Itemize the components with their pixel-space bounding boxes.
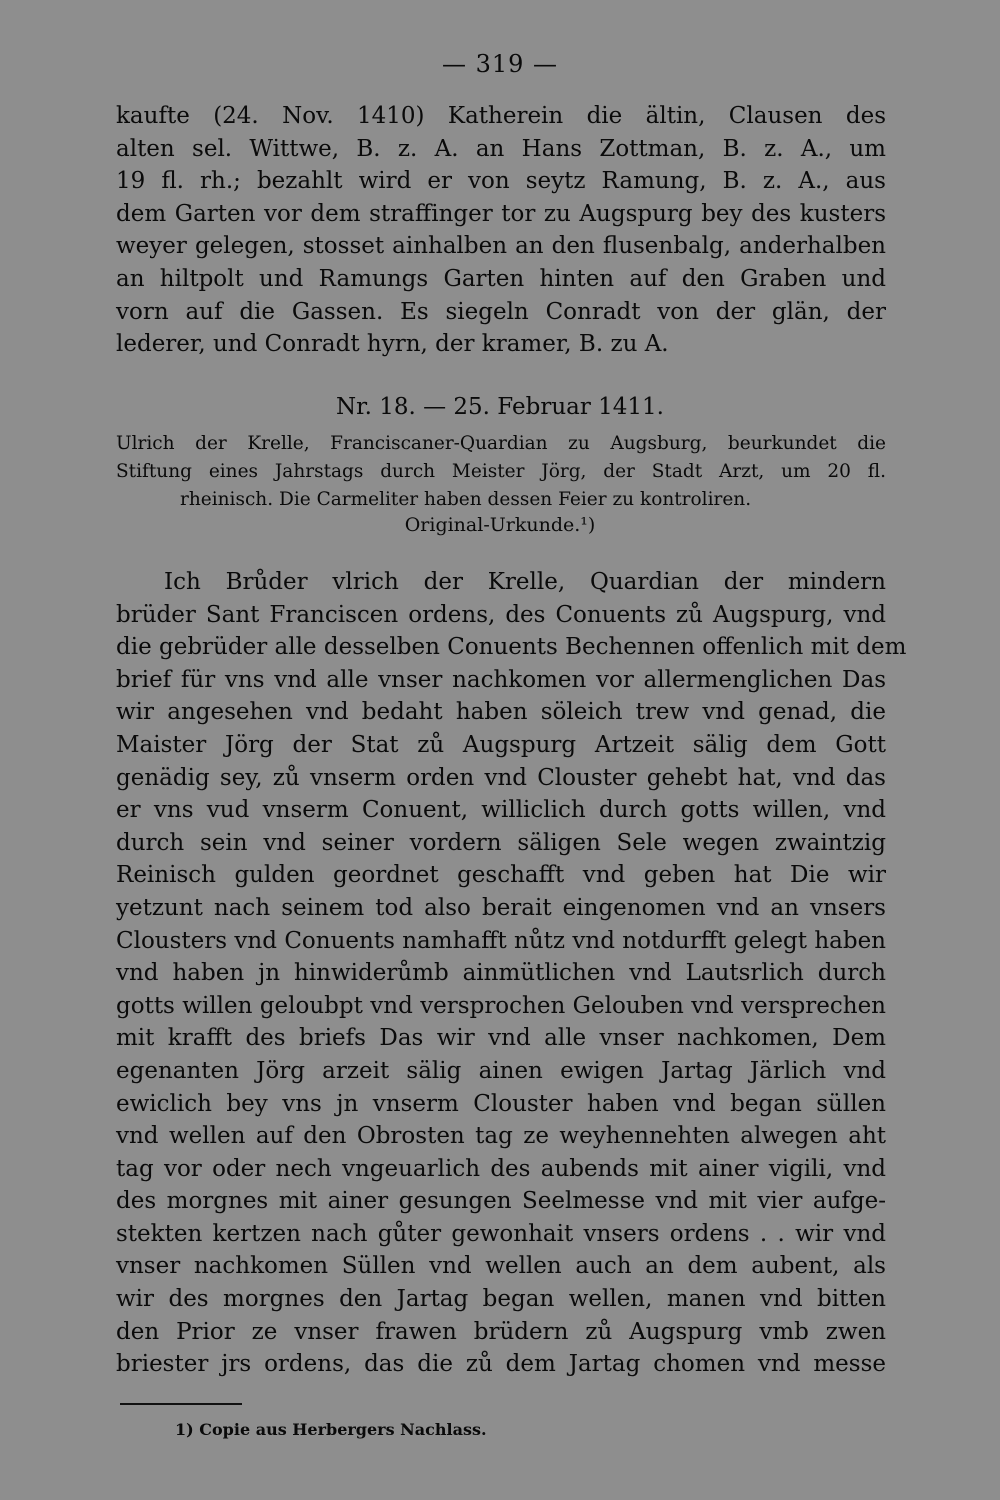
text-line: genädig sey, zů vnserm orden vnd Clouster gehebt hat, vnd das	[116, 764, 886, 791]
text-line: gotts willen geloubpt vnd versprochen Gelouben vnd versprechen	[116, 992, 886, 1019]
text-line: briester jrs ordens, das die zů dem Jartag chomen vnd messe	[116, 1351, 886, 1378]
regest-line: rheinisch. Die Carmeliter haben dessen Feier zu kontroliren.	[180, 489, 752, 510]
text-line: Maister Jörg der Stat zů Augspurg Artzeit sälig dem Gott	[116, 731, 886, 758]
text-line: alten sel. Wittwe, B. z. A. an Hans Zottman, B. z. A., um	[116, 135, 886, 162]
text-line: dem Garten vor dem straffinger tor zu Augspurg bey des kusters	[116, 200, 886, 227]
text-line: des morgnes mit ainer gesungen Seelmesse vnd mit vier aufge-	[116, 1188, 886, 1215]
text-line: yetzunt nach seinem tod also berait eingenomen vnd an vnsers	[116, 894, 886, 921]
text-line: vnd haben jn hinwiderůmb ainmütlichen vnd Lautsrlich durch	[116, 960, 886, 987]
text-line: den Prior ze vnser frawen brüdern zů Augspurg vmb zwen	[116, 1318, 886, 1345]
text-line: Clousters vnd Conuents namhafft nůtz vnd notdurfft gelegt haben	[116, 927, 886, 954]
text-line: vnser nachkomen Süllen vnd wellen auch an dem aubent, als	[116, 1253, 886, 1280]
regest-summary	[116, 430, 886, 514]
charter-text	[116, 566, 907, 1381]
text-line: an hiltpolt und Ramungs Garten hinten auf den Graben und	[116, 265, 886, 292]
text-line: mit krafft des briefs Das wir vnd alle vnser nachkomen, Dem	[116, 1025, 886, 1052]
text-line: weyer gelegen, stosset ainhalben an den flusenbalg, anderhalben	[116, 233, 886, 260]
text-line: lederer, und Conradt hyrn, der kramer, B. zu A.	[116, 331, 669, 358]
text-line: vorn auf die Gassen. Es siegeln Conradt von der glän, der	[116, 298, 886, 325]
page-number: — 319 —	[441, 50, 559, 78]
footnote-divider	[120, 1403, 242, 1405]
regest-line: Stiftung eines Jahrstags durch Meister Jörg, der Stadt Arzt, um 20 fl.	[116, 461, 886, 482]
text-line: brüder Sant Franciscen ordens, des Conuents zů Augspurg, vnd	[116, 601, 886, 628]
text-line: brief für vns vnd alle vnser nachkomen vor allermenglichen Das	[116, 666, 886, 693]
text-line: wir angesehen vnd bedaht haben söleich trew vnd genad, die	[116, 699, 886, 726]
text-line: stekten kertzen nach gůter gewonhait vnsers ordens . . wir vnd	[116, 1220, 886, 1247]
text-line: egenanten Jörg arzeit sälig ainen ewigen Jartag Järlich vnd	[116, 1057, 886, 1084]
text-line: die gebrüder alle desselben Conuents Bechennen offenlich mit dem	[116, 634, 907, 661]
regest-line: Ulrich der Krelle, Franciscaner-Quardian zu Augsburg, beurkundet die	[116, 433, 886, 454]
footnote: 1) Copie aus Herbergers Nachlass.	[175, 1420, 487, 1439]
text-line: kaufte (24. Nov. 1410) Katherein die ältin, Clausen des	[116, 103, 886, 129]
text-line: er vns vud vnserm Conuent, williclich durch gotts willen, vnd	[116, 797, 886, 824]
source-note: Original-Urkunde.¹)	[404, 514, 596, 536]
text-line: wir des morgnes den Jartag began wellen, manen vnd bitten	[116, 1286, 886, 1313]
text-line: tag vor oder nech vngeuarlich des aubends mit ainer vigili, vnd	[116, 1155, 886, 1182]
text-line: Ich Brůder vlrich der Krelle, Quardian der mindern	[164, 569, 886, 595]
text-line: ewiclich bey vns jn vnserm Clouster haben vnd began süllen	[116, 1090, 886, 1117]
intro-paragraph	[116, 100, 886, 361]
text-line: 19 fl. rh.; bezahlt wird er von seytz Ramung, B. z. A., aus	[116, 168, 886, 195]
document-heading: Nr. 18. — 25. Februar 1411.	[335, 394, 664, 420]
text-line: Reinisch gulden geordnet geschafft vnd geben hat Die wir	[116, 862, 886, 889]
text-line: vnd wellen auf den Obrosten tag ze weyhennehten alwegen aht	[116, 1123, 886, 1150]
text-line: durch sein vnd seiner vordern säligen Sele wegen zwaintzig	[116, 829, 886, 856]
